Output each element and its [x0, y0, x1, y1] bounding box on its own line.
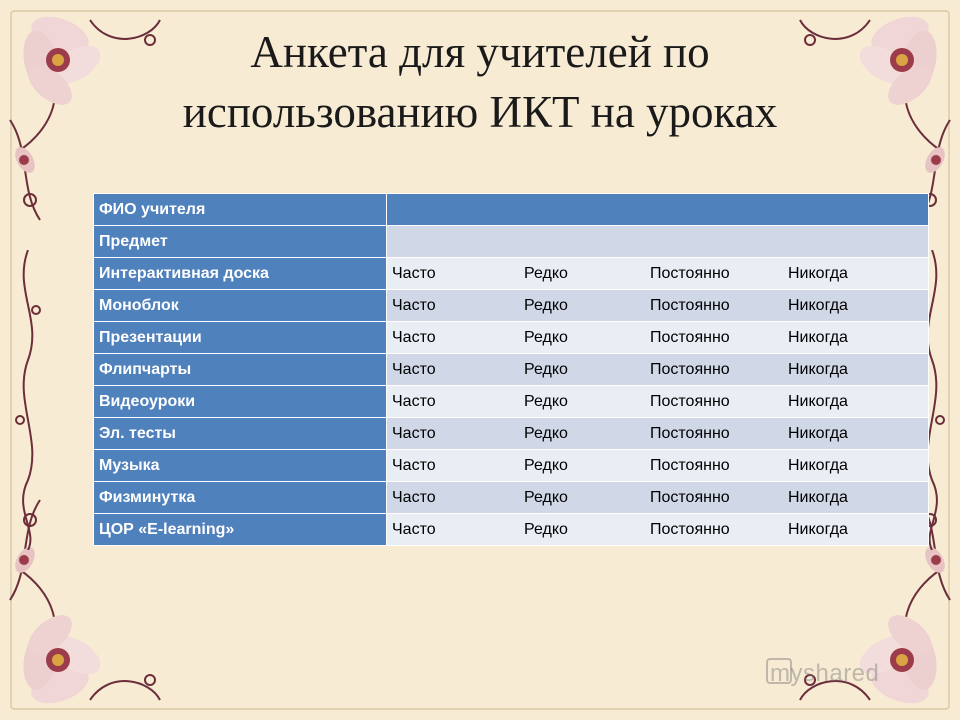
table-row [94, 226, 929, 258]
answer-option[interactable]: Редко [524, 360, 568, 378]
answer-option[interactable]: Постоянно [650, 424, 730, 442]
row-label: Эл. тесты [94, 418, 387, 450]
answer-option[interactable]: Никогда [788, 296, 848, 314]
answer-option[interactable]: Редко [524, 296, 568, 314]
options-cell [387, 258, 929, 290]
row-label: Моноблок [94, 290, 387, 322]
answer-option[interactable]: Редко [524, 424, 568, 442]
survey-table [93, 193, 929, 546]
table-row [94, 322, 929, 354]
answer-options [392, 329, 923, 347]
answer-options [392, 297, 923, 315]
table-row [94, 514, 929, 546]
options-cell [387, 386, 929, 418]
table-row [94, 258, 929, 290]
answer-options [392, 425, 923, 443]
options-cell [387, 322, 929, 354]
answer-option[interactable]: Часто [392, 360, 436, 378]
row-label: ФИО учителя [94, 194, 387, 226]
title-line-2: использованию ИКТ на уроках [182, 87, 778, 137]
page-title [80, 22, 880, 142]
options-cell [387, 418, 929, 450]
answer-option[interactable]: Редко [524, 488, 568, 506]
answer-option[interactable]: Редко [524, 520, 568, 538]
answer-option[interactable]: Никогда [788, 328, 848, 346]
answer-option[interactable]: Часто [392, 488, 436, 506]
answer-option[interactable]: Редко [524, 264, 568, 282]
answer-option[interactable]: Постоянно [650, 488, 730, 506]
answer-option[interactable]: Часто [392, 424, 436, 442]
answer-options [392, 361, 923, 379]
table-row [94, 386, 929, 418]
row-label: Презентации [94, 322, 387, 354]
answer-option[interactable]: Часто [392, 328, 436, 346]
options-cell [387, 514, 929, 546]
answer-cell[interactable] [387, 226, 929, 258]
options-cell [387, 290, 929, 322]
scroll-ornament-icon [8, 250, 48, 550]
row-label: Музыка [94, 450, 387, 482]
answer-option[interactable]: Постоянно [650, 456, 730, 474]
answer-options [392, 265, 923, 283]
answer-option[interactable]: Часто [392, 296, 436, 314]
answer-options [392, 457, 923, 475]
answer-option[interactable]: Редко [524, 328, 568, 346]
answer-option[interactable]: Редко [524, 456, 568, 474]
answer-option[interactable]: Никогда [788, 488, 848, 506]
title-line-1: Анкета для учителей по [250, 27, 710, 77]
row-label: Физминутка [94, 482, 387, 514]
answer-option[interactable]: Постоянно [650, 296, 730, 314]
row-label: Видеоуроки [94, 386, 387, 418]
options-cell [387, 450, 929, 482]
answer-option[interactable]: Постоянно [650, 328, 730, 346]
table-row [94, 482, 929, 514]
answer-option[interactable]: Постоянно [650, 520, 730, 538]
answer-option[interactable]: Часто [392, 520, 436, 538]
answer-option[interactable]: Постоянно [650, 392, 730, 410]
table-row [94, 194, 929, 226]
table-row [94, 354, 929, 386]
answer-options [392, 521, 923, 539]
answer-option[interactable]: Никогда [788, 264, 848, 282]
answer-options [392, 489, 923, 507]
answer-option[interactable]: Постоянно [650, 360, 730, 378]
options-cell [387, 354, 929, 386]
table-row [94, 418, 929, 450]
row-label: Предмет [94, 226, 387, 258]
table-row [94, 290, 929, 322]
answer-option[interactable]: Часто [392, 456, 436, 474]
answer-option[interactable]: Никогда [788, 424, 848, 442]
table-row [94, 450, 929, 482]
answer-option[interactable]: Никогда [788, 360, 848, 378]
row-label: Интерактивная доска [94, 258, 387, 290]
watermark: myshared [770, 660, 880, 687]
options-cell [387, 482, 929, 514]
answer-option[interactable]: Никогда [788, 520, 848, 538]
answer-cell[interactable] [387, 194, 929, 226]
answer-option[interactable]: Никогда [788, 392, 848, 410]
answer-option[interactable]: Постоянно [650, 264, 730, 282]
answer-options [392, 393, 923, 411]
answer-option[interactable]: Никогда [788, 456, 848, 474]
answer-option[interactable]: Часто [392, 264, 436, 282]
answer-option[interactable]: Редко [524, 392, 568, 410]
answer-option[interactable]: Часто [392, 392, 436, 410]
row-label: ЦОР «E-learning» [94, 514, 387, 546]
row-label: Флипчарты [94, 354, 387, 386]
